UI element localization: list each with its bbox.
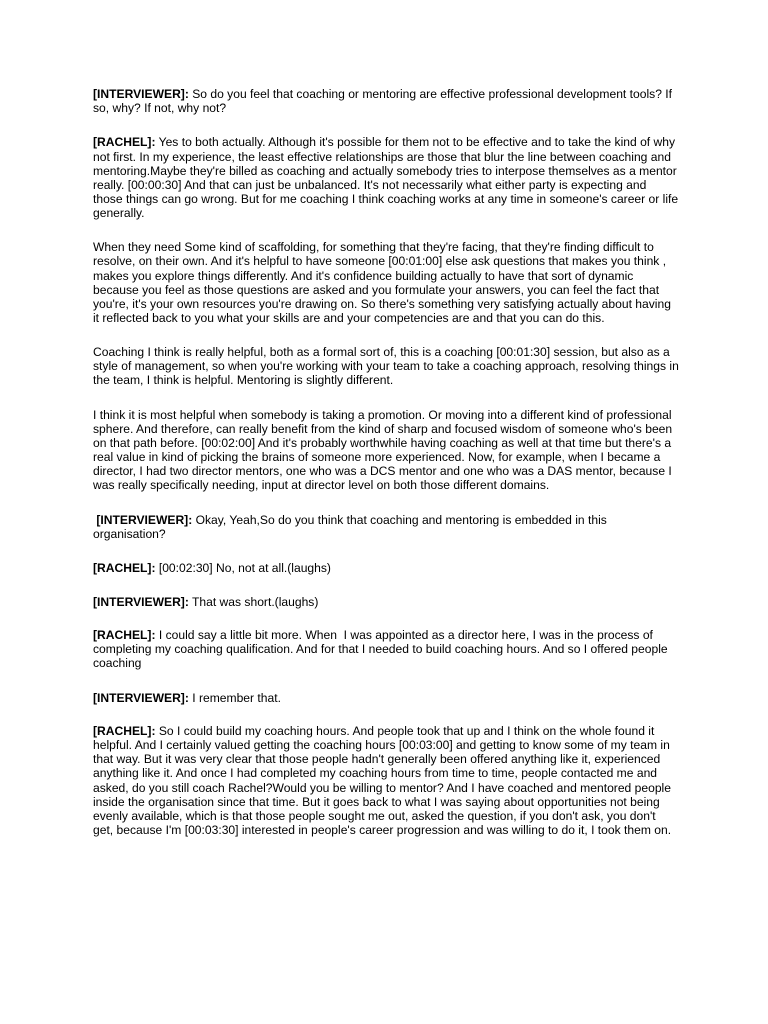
- transcript-paragraph: [93, 345, 679, 387]
- transcript-paragraph: [93, 135, 679, 220]
- transcript-page: [93, 87, 679, 857]
- speaker-label: [INTERVIEWER]:: [93, 512, 193, 527]
- paragraph-text: So do you feel that coaching or mentoring are effective professional development tools? If so, why? If not, why not?: [93, 87, 673, 116]
- paragraph-text: I think it is most helpful when somebody is taking a promotion. Or moving into a different kind of professional sphere. And therefore, can really benefit from the kind of sharp and focused wisdom of someone who's been on that path before. [00:02:00] And it's probably worthwhile having coaching as well at that time but there's a real value in kind of picking the brains of someone more experienced. Now, for example, when I became a director, I had two director mentors, one who was a DCS mentor and one who was a DAS mentor, because I was really specifically needing, input at director level on both those different domains.: [93, 407, 673, 493]
- speaker-label: [RACHEL]:: [93, 135, 156, 150]
- speaker-label: [RACHEL]:: [93, 561, 156, 576]
- paragraph-text: When they need Some kind of scaffolding, for something that they're facing, that they're finding difficult to resolve, on their own. And it's helpful to have someone [00:01:00] else ask questions that makes you think , makes you explore things differently. And it's confidence building actually to have that sort of dynamic because you feel as those questions are asked and you formulate your answers, you can feel the fact that you're, it's your own resources you're drawing on. So there's something very satisfying actually about having it reflected back to you what your skills are and your competencies are and that you can do this.: [93, 240, 671, 325]
- transcript-paragraph: [93, 561, 679, 575]
- transcript-paragraph: [93, 513, 679, 541]
- transcript-paragraph: [93, 691, 679, 705]
- paragraph-text: That was short.(laughs): [188, 594, 319, 609]
- transcript-paragraph: [93, 595, 679, 609]
- paragraph-text: Coaching I think is really helpful, both as a formal sort of, this is a coaching [00:01:30] session, but also as a style of management, so when you're working with your team to take a coaching approach, resolving things in the team, I think is helpful. Mentoring is slightly different.: [93, 345, 679, 388]
- paragraph-text: [00:02:30] No, not at all.(laughs): [155, 561, 331, 576]
- paragraph-text: Okay, Yeah,So do you think that coaching and mentoring is embedded in this organisation?: [93, 512, 611, 541]
- transcript-paragraph: [93, 87, 679, 115]
- paragraph-text: So I could build my coaching hours. And people took that up and I think on the whole found it helpful. And I certainly valued getting the coaching hours [00:03:00] and getting to know some of my team in that way. But it was very clear that those people hadn't generally been offered anything like it, experienced anything like it. And once I had completed my coaching hours from time to time, people contacted me and asked, do you still coach Rachel?Would you be willing to mentor? And I have coached and mentored people inside the organisation since that time. But it goes back to what I was saying about opportunities not being evenly available, which is that those people sought me out, asked the question, if you don't ask, you don't get, because I'm [00:03:30] interested in people's career progression and was willing to do it, I took them on.: [93, 724, 672, 837]
- speaker-label: [RACHEL]:: [93, 628, 156, 643]
- speaker-label: [RACHEL]:: [93, 724, 156, 739]
- transcript-paragraph: [93, 240, 679, 325]
- paragraph-text: I remember that.: [188, 690, 281, 705]
- transcript-paragraph: [93, 628, 679, 670]
- speaker-label: [INTERVIEWER]:: [93, 690, 189, 705]
- paragraph-text: I could say a little bit more. When I was appointed as a director here, I was in the process of completing my coaching qualification. And for that I needed to build coaching hours. And so I offered people coaching: [93, 628, 671, 671]
- speaker-label: [INTERVIEWER]:: [93, 594, 189, 609]
- speaker-label: [INTERVIEWER]:: [93, 87, 189, 101]
- transcript-paragraph: [93, 724, 679, 837]
- transcript-paragraph: [93, 408, 679, 493]
- paragraph-text: Yes to both actually. Although it's possible for them not to be effective and to take the kind of why not first. In my experience, the least effective relationships are those that blur the line between coaching and mentoring.Maybe they're billed as coaching and actually somebody tries to interpose themselves as a mentor really. [00:00:30] And that can just be unbalanced. It's not necessarily what either party is expecting and those things can go wrong. But for me coaching I think coaching works at any time in someone's career or life generally.: [93, 135, 679, 220]
